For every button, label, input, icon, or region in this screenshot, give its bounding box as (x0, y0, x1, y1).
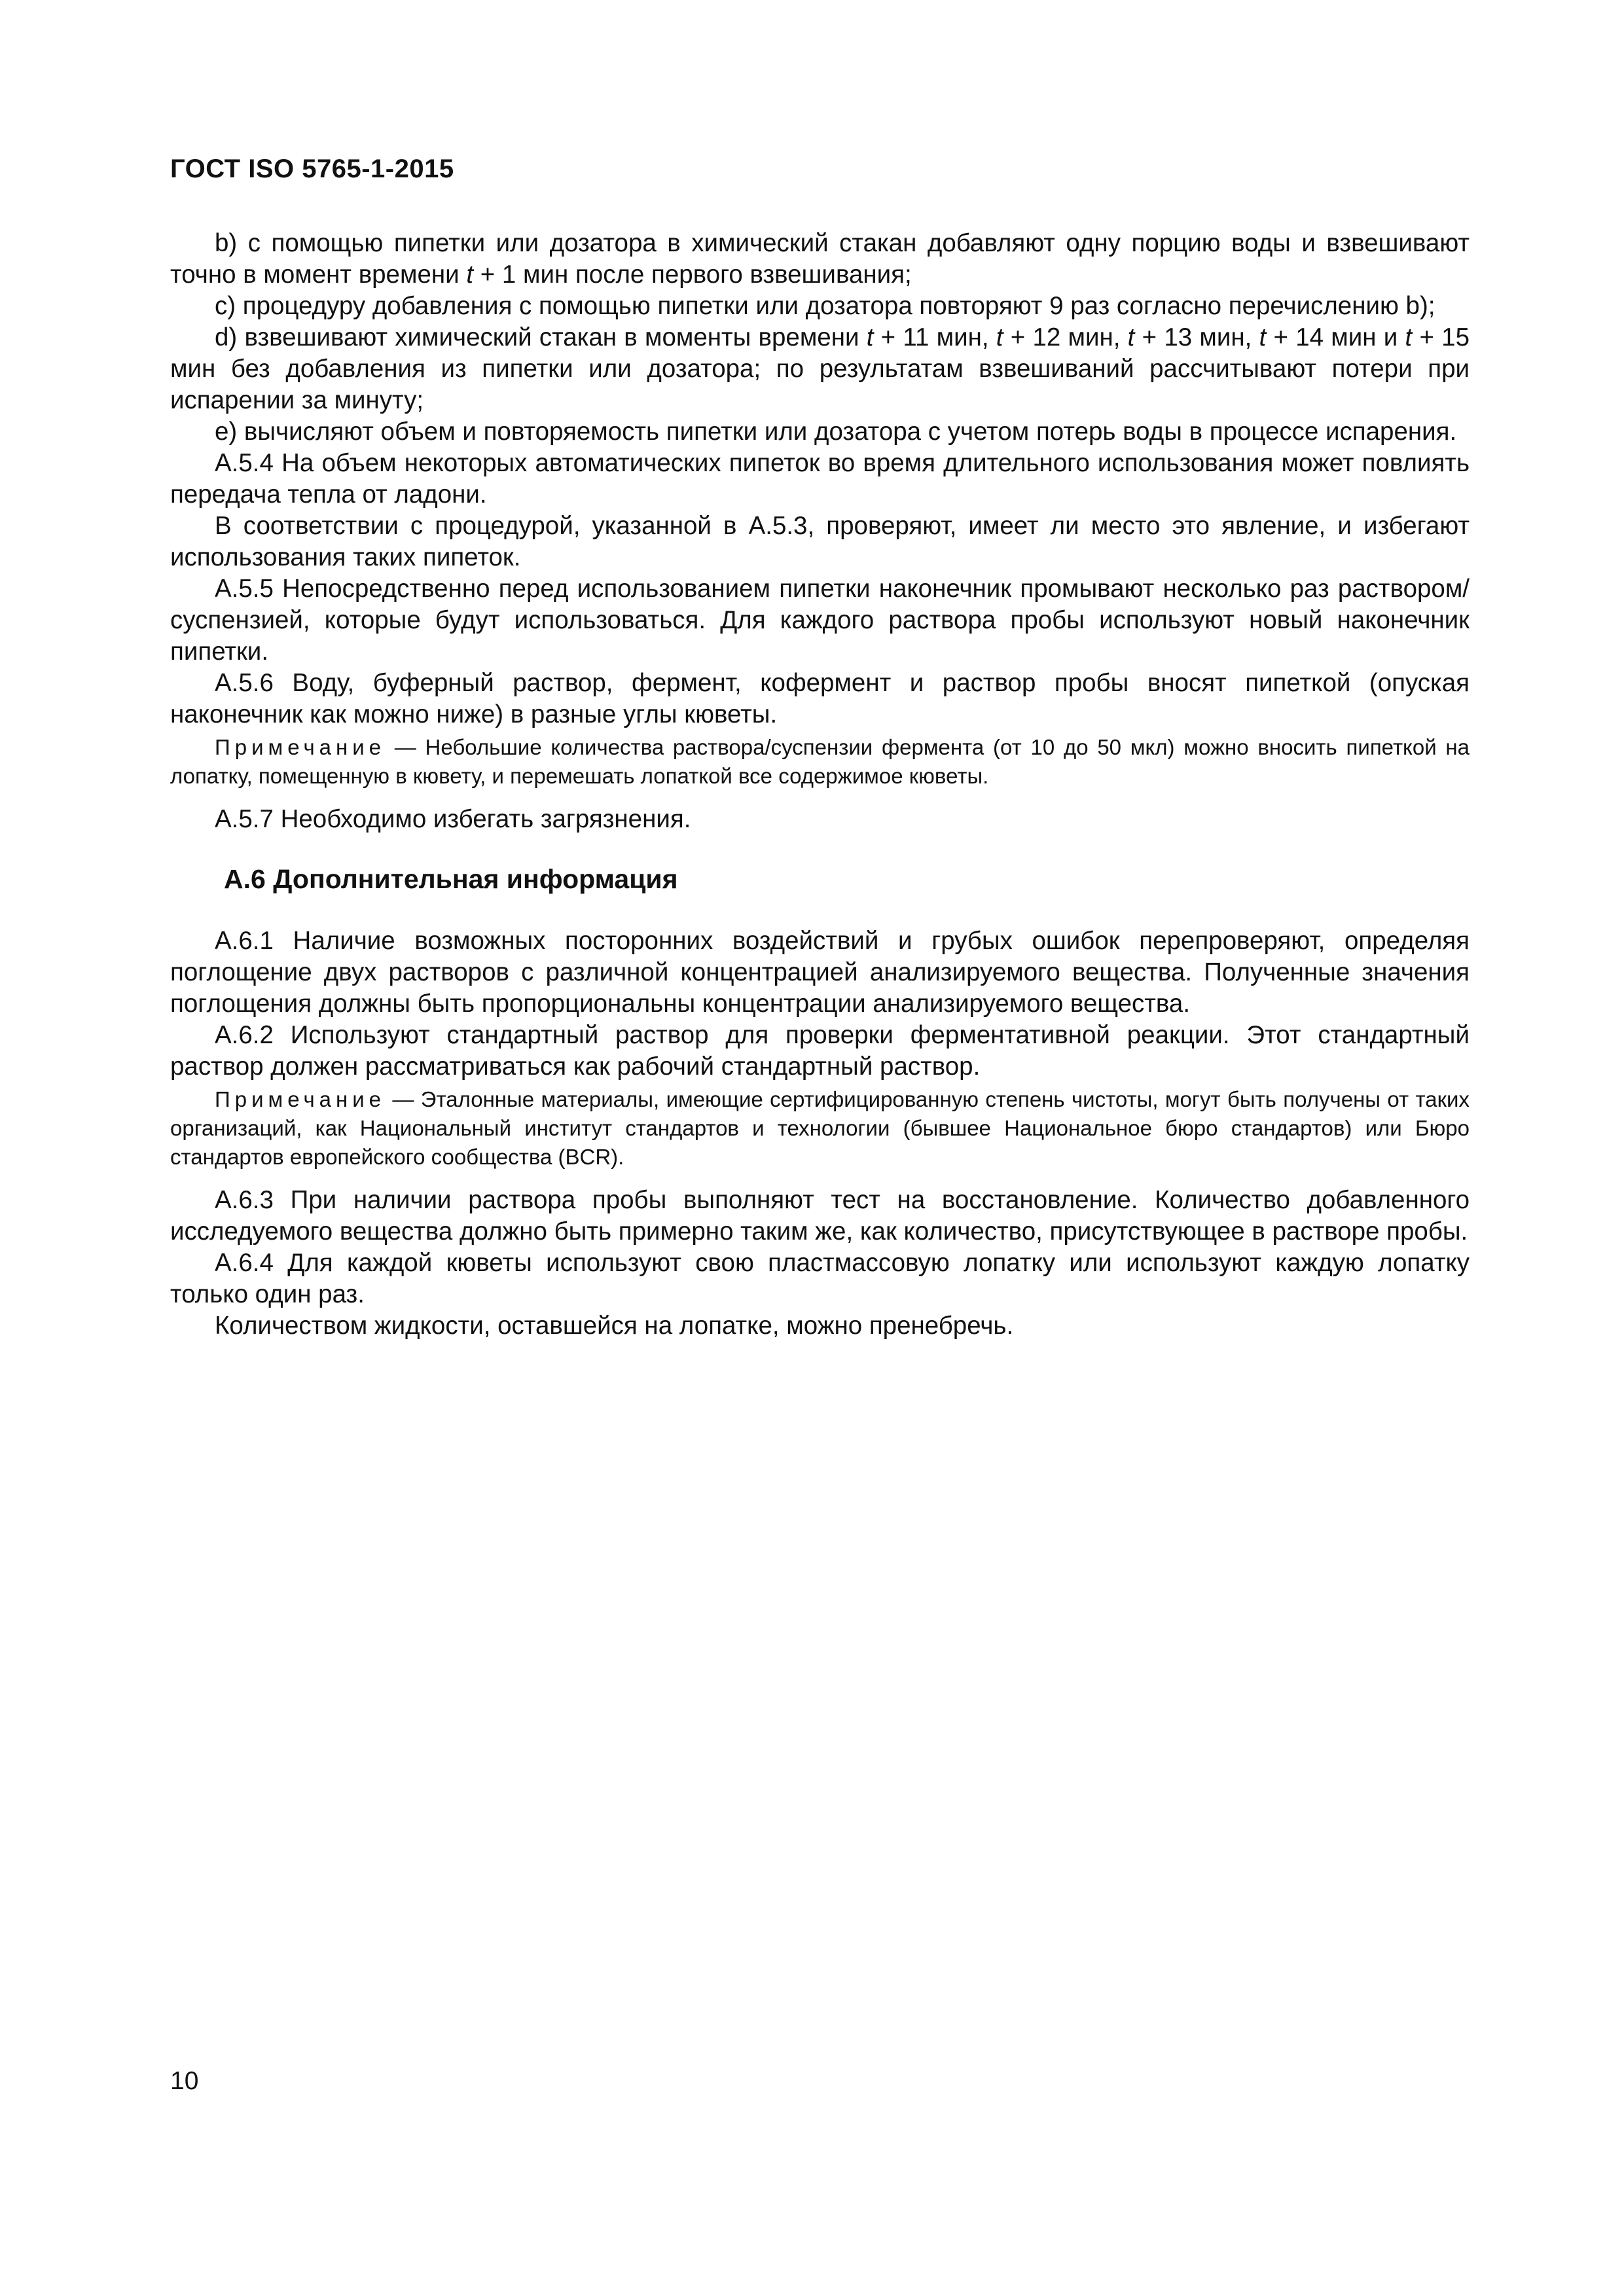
clause-a54-paragraph: А.5.4 На объем некоторых автоматических пипеток во время длительного использования может повлиять передача тепла от ладони. (170, 449, 1470, 509)
clause-a61-paragraph: А.6.1 Наличие возможных посторонних воздействий и грубых ошибок перепроверяют, определяя поглощение двух растворов с различной концентрацией анализируемого вещества. Полученные значения поглощения должны быть пропорциональны концентрации анализируемого вещества. (170, 927, 1470, 1018)
time-variable: t (1127, 323, 1135, 351)
note-1 (170, 733, 1470, 791)
item-d-text-1: d) взвешивают химический стакан в моменты времени (215, 323, 867, 351)
clause-a64-paragraph: А.6.4 Для каждой кюветы используют свою пластмассовую лопатку или используют каждую лопатку только один раз. (170, 1249, 1470, 1308)
item-d-text-3: + 12 мин, (1003, 323, 1128, 351)
note-1-text: — Небольшие количества раствора/суспензии фермента (от 10 до 50 мкл) можно вносить пипеткой на лопатку, помещенную в кювету, и перемешать лопаткой все содержимое кюветы. (170, 735, 1470, 788)
page-number: 10 (170, 2067, 199, 2095)
item-d-text-2: + 11 мин, (873, 323, 996, 351)
item-d-text-4: + 13 мин, (1134, 323, 1259, 351)
document-code-header: ГОСТ ISO 5765-1-2015 (170, 154, 454, 183)
note-2 (170, 1085, 1470, 1172)
clause-a63-paragraph: А.6.3 При наличии раствора пробы выполняют тест на восстановление. Количество добавленного исследуемого вещества должно быть примерно таким же, как количество, присутствующее в растворе пробы. (170, 1186, 1470, 1246)
item-d-paragraph (170, 322, 1470, 416)
clause-a56-paragraph: А.5.6 Воду, буферный раствор, фермент, кофермент и раствор пробы вносят пипеткой (опуская наконечник как можно ниже) в разные углы кюветы. (170, 669, 1470, 728)
time-variable: t (996, 323, 1003, 351)
section-a6-heading: А.6 Дополнительная информация (224, 864, 678, 894)
note-2-text: — Эталонные материалы, имеющие сертифицированную степень чистоты, могут быть получены от таких организаций, как Национальный институт стандартов и технологии (бывшее Национальное бюро стандартов) или Бюро стандартов европейского сообщества (BCR). (170, 1087, 1470, 1169)
time-variable: t (466, 260, 474, 289)
note-label: Примечание (215, 1087, 386, 1111)
item-d-text-6: + 15 мин без добавления из пипетки или дозатора; по результатам взвешиваний рассчитывают потери при испарении за минуту; (170, 323, 1470, 414)
time-variable: t (1405, 323, 1413, 351)
note-label: Примечание (215, 735, 386, 759)
clause-a57-paragraph: А.5.7 Необходимо избегать загрязнения. (215, 805, 691, 833)
item-c-paragraph: с) процедуру добавления с помощью пипетки или дозатора повторяют 9 раз согласно перечислению b); (215, 292, 1435, 320)
clause-a62-paragraph: А.6.2 Используют стандартный раствор для проверки ферментативной реакции. Этот стандартный раствор должен рассматриваться как рабочий стандартный раствор. (170, 1021, 1470, 1081)
time-variable: t (1259, 323, 1267, 351)
item-b-text-end: + 1 мин после первого взвешивания; (473, 260, 912, 289)
time-variable: t (866, 323, 874, 351)
item-b-text-start: b) с помощью пипетки или дозатора в химический стакан добавляют одну порцию воды и взвешивают точно в момент времени (170, 229, 1470, 289)
item-e-paragraph: е) вычисляют объем и повторяемость пипетки или дозатора с учетом потерь воды в процессе испарения. (215, 418, 1457, 446)
item-d-text-5: + 14 мин и (1266, 323, 1405, 351)
clause-a54-continuation: В соответствии с процедурой, указанной в А.5.3, проверяют, имеет ли место это явление, и избегают использования таких пипеток. (170, 512, 1470, 571)
clause-a64-continuation: Количеством жидкости, оставшейся на лопатке, можно пренебречь. (215, 1312, 1014, 1340)
page-body (170, 228, 1470, 1342)
clause-a55-paragraph: А.5.5 Непосредственно перед использованием пипетки наконечник промывают несколько раз раствором/суспензией, которые будут использоваться. Для каждого раствора пробы используют новый наконечник пипетки. (170, 575, 1470, 666)
item-b-paragraph (170, 228, 1470, 291)
